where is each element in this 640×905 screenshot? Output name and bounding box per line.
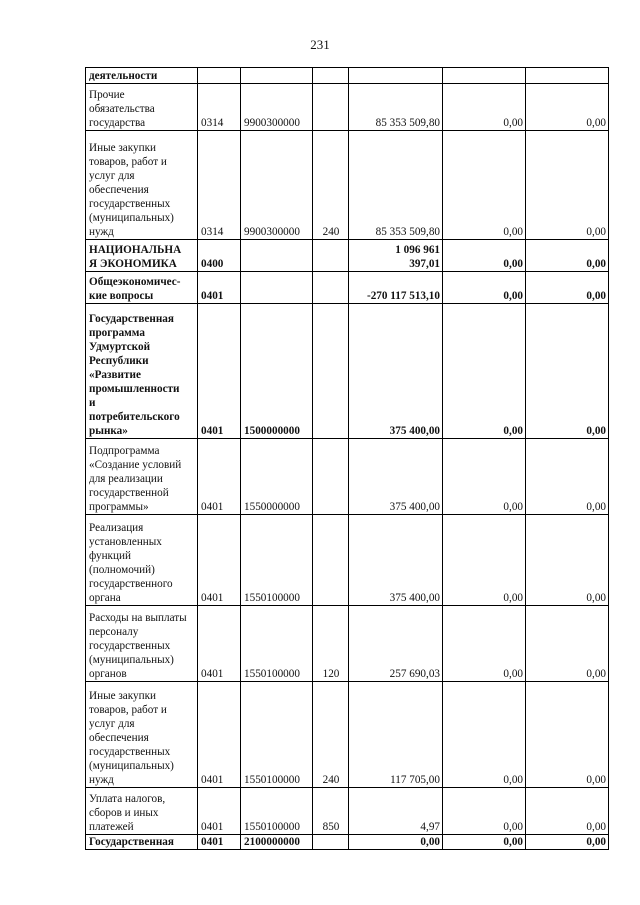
target-article-cell: 1500000000: [241, 304, 313, 439]
table-row: [86, 84, 609, 131]
amount-cell: 85 353 509,80: [349, 131, 443, 240]
target-article-cell: [241, 272, 313, 304]
target-article-cell: 1550100000: [241, 682, 313, 788]
table-row: [86, 272, 609, 304]
plan-year-1-cell: 0,00: [443, 606, 526, 682]
target-article-cell: 1550100000: [241, 515, 313, 606]
row-name-cell: Иные закупки товаров, работ и услуг для обеспечения государственных (муниципальных) нужд: [86, 682, 198, 788]
target-article-cell: 1550100000: [241, 788, 313, 835]
row-name-cell: Общеэкономичес- кие вопросы: [86, 272, 198, 304]
table-row: [86, 788, 609, 835]
section-code-cell: 0401: [198, 272, 241, 304]
section-code-cell: 0401: [198, 439, 241, 515]
section-code-cell: 0314: [198, 131, 241, 240]
plan-year-2-cell: [526, 68, 609, 84]
section-code-cell: 0401: [198, 304, 241, 439]
section-code-cell: 0401: [198, 515, 241, 606]
amount-cell: 0,00: [349, 835, 443, 850]
amount-cell: -270 117 513,10: [349, 272, 443, 304]
table-row: [86, 606, 609, 682]
expense-type-cell: [313, 439, 349, 515]
plan-year-1-cell: 0,00: [443, 240, 526, 272]
plan-year-2-cell: 0,00: [526, 84, 609, 131]
amount-cell: [349, 68, 443, 84]
section-code-cell: 0401: [198, 606, 241, 682]
expense-type-cell: [313, 272, 349, 304]
plan-year-1-cell: 0,00: [443, 835, 526, 850]
table-row: [86, 835, 609, 850]
plan-year-1-cell: 0,00: [443, 788, 526, 835]
plan-year-2-cell: 0,00: [526, 439, 609, 515]
expense-type-cell: [313, 84, 349, 131]
plan-year-1-cell: [443, 68, 526, 84]
row-name-cell: Прочие обязательства государства: [86, 84, 198, 131]
plan-year-2-cell: 0,00: [526, 835, 609, 850]
row-name-cell: Государственная: [86, 835, 198, 850]
target-article-cell: 1550100000: [241, 606, 313, 682]
target-article-cell: 2100000000: [241, 835, 313, 850]
plan-year-2-cell: 0,00: [526, 131, 609, 240]
row-name-cell: НАЦИОНАЛЬНА Я ЭКОНОМИКА: [86, 240, 198, 272]
expense-type-cell: [313, 240, 349, 272]
page-number: 231: [310, 37, 330, 52]
expense-type-cell: [313, 515, 349, 606]
amount-cell: 375 400,00: [349, 515, 443, 606]
plan-year-2-cell: 0,00: [526, 515, 609, 606]
amount-cell: 257 690,03: [349, 606, 443, 682]
plan-year-1-cell: 0,00: [443, 304, 526, 439]
table-row: [86, 131, 609, 240]
expense-type-cell: [313, 835, 349, 850]
plan-year-2-cell: 0,00: [526, 272, 609, 304]
section-code-cell: 0401: [198, 682, 241, 788]
expense-type-cell: 850: [313, 788, 349, 835]
plan-year-1-cell: 0,00: [443, 515, 526, 606]
plan-year-2-cell: 0,00: [526, 304, 609, 439]
table-row: [86, 68, 609, 84]
plan-year-1-cell: 0,00: [443, 682, 526, 788]
section-code-cell: 0314: [198, 84, 241, 131]
plan-year-1-cell: 0,00: [443, 84, 526, 131]
section-code-cell: [198, 68, 241, 84]
plan-year-2-cell: 0,00: [526, 606, 609, 682]
target-article-cell: [241, 68, 313, 84]
row-name-cell: Расходы на выплаты персоналу государственных (муниципальных) органов: [86, 606, 198, 682]
budget-table-body: [86, 68, 609, 850]
expense-type-cell: [313, 68, 349, 84]
table-row: [86, 240, 609, 272]
amount-cell: 4,97: [349, 788, 443, 835]
amount-cell: 117 705,00: [349, 682, 443, 788]
amount-cell: 375 400,00: [349, 304, 443, 439]
table-row: [86, 515, 609, 606]
plan-year-2-cell: 0,00: [526, 682, 609, 788]
plan-year-2-cell: 0,00: [526, 240, 609, 272]
target-article-cell: 9900300000: [241, 131, 313, 240]
expense-type-cell: [313, 304, 349, 439]
target-article-cell: 9900300000: [241, 84, 313, 131]
budget-table: [85, 67, 609, 850]
row-name-cell: деятельности: [86, 68, 198, 84]
section-code-cell: 0401: [198, 788, 241, 835]
row-name-cell: Реализация установленных функций (полномочий) государственного органа: [86, 515, 198, 606]
plan-year-2-cell: 0,00: [526, 788, 609, 835]
table-row: [86, 304, 609, 439]
plan-year-1-cell: 0,00: [443, 439, 526, 515]
row-name-cell: Иные закупки товаров, работ и услуг для обеспечения государственных (муниципальных) нужд: [86, 131, 198, 240]
expense-type-cell: 240: [313, 131, 349, 240]
plan-year-1-cell: 0,00: [443, 272, 526, 304]
target-article-cell: [241, 240, 313, 272]
plan-year-1-cell: 0,00: [443, 131, 526, 240]
amount-cell: 85 353 509,80: [349, 84, 443, 131]
expense-type-cell: 120: [313, 606, 349, 682]
table-row: [86, 439, 609, 515]
amount-cell: 1 096 961 397,01: [349, 240, 443, 272]
section-code-cell: 0400: [198, 240, 241, 272]
row-name-cell: Уплата налогов, сборов и иных платежей: [86, 788, 198, 835]
row-name-cell: Государственная программа Удмуртской Республики «Развитие промышленности и потребительского рынка»: [86, 304, 198, 439]
row-name-cell: Подпрограмма «Создание условий для реализации государственной программы»: [86, 439, 198, 515]
amount-cell: 375 400,00: [349, 439, 443, 515]
target-article-cell: 1550000000: [241, 439, 313, 515]
table-row: [86, 682, 609, 788]
section-code-cell: 0401: [198, 835, 241, 850]
expense-type-cell: 240: [313, 682, 349, 788]
